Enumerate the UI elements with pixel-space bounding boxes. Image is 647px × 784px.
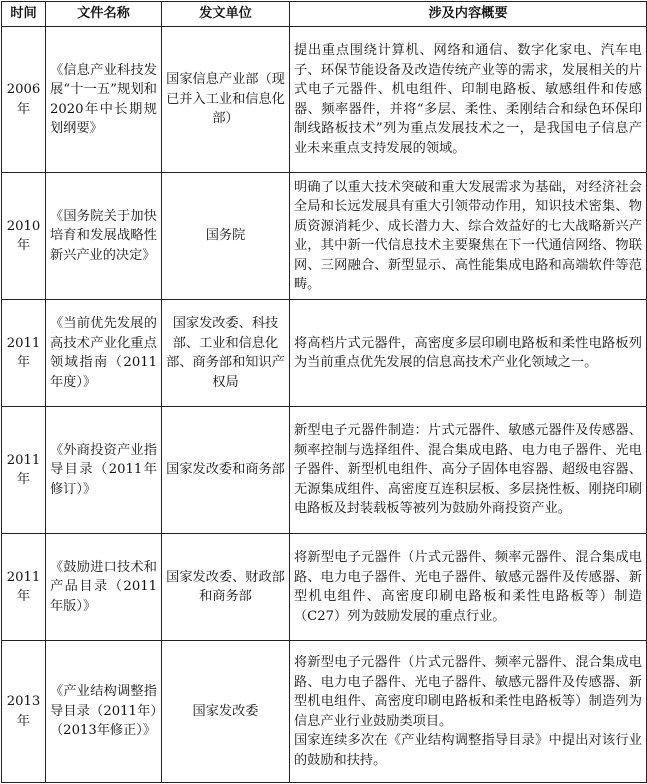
row-summary	[290, 173, 647, 300]
row-summary	[290, 641, 647, 783]
row-year: 2011年	[2, 534, 46, 641]
summary-paragraph: 将新型电子元器件（片式元器件、频率元器件、混合集成电路、电力电子器件、光电子器件、敏感元器件及传感器、新型机电组件、高密度印刷电路板和柔性电路板等）制造列为信息产业行业鼓励类项目。	[294, 655, 642, 729]
summary-paragraph: 国家连续多次在《产业结构调整指导目录》中提出对该行业的鼓励和扶持。	[294, 733, 642, 768]
row-summary	[290, 27, 647, 173]
table-header	[2, 2, 647, 27]
row-year: 2011年	[2, 407, 46, 534]
header-row	[2, 2, 647, 27]
row-issuer: 国家发改委	[162, 641, 290, 783]
row-year: 2006年	[2, 27, 46, 173]
table-row	[2, 300, 647, 407]
row-year: 2013年	[2, 641, 46, 783]
row-document-title: 《信息产业科技发展“十一五”规划和2020年中长期规划纲要》	[46, 27, 162, 173]
row-summary	[290, 407, 647, 534]
table-row	[2, 641, 647, 783]
table-row	[2, 534, 647, 641]
policy-table	[1, 1, 647, 783]
table-row	[2, 173, 647, 300]
header-time: 时间	[2, 2, 46, 27]
header-issuer: 发文单位	[162, 2, 290, 27]
table-row	[2, 407, 647, 534]
row-issuer: 国家发改委、财政部和商务部	[162, 534, 290, 641]
row-issuer: 国家发改委和商务部	[162, 407, 290, 534]
row-document-title: 《产业结构调整指导目录（2011年）（2013年修正）》	[46, 641, 162, 783]
row-document-title: 《当前优先发展的高技术产业化重点领域指南（2011年度）》	[46, 300, 162, 407]
header-document-name: 文件名称	[46, 2, 162, 27]
table-body	[2, 27, 647, 783]
row-summary	[290, 534, 647, 641]
summary-paragraph: 将高档片式元器件，高密度多层印刷电路板和柔性电路板列为当前重点优先发展的信息高技术产业化领域之一。	[294, 335, 642, 370]
summary-paragraph: 提出重点围绕计算机、网络和通信、数字化家电、汽车电子、环保节能设备及改造传统产业等的需求，发展相关的片式电子元器件、机电组件、印制电路板、敏感组件和传感器、频率器件，并将“多层、柔性、柔刚结合和绿色环保印制线路板技术”列为重点发展技术之一，是我国电子信息产业未来重点支持发展的领域。	[294, 43, 642, 156]
row-issuer: 国家发改委、科技部、工业和信息化部、商务部和知识产权局	[162, 300, 290, 407]
row-issuer: 国务院	[162, 173, 290, 300]
row-issuer: 国家信息产业部（现已并入工业和信息化部）	[162, 27, 290, 173]
summary-paragraph: 明确了以重大技术突破和重大发展需求为基础，对经济社会全局和长远发展具有重大引领带动作用，知识技术密集、物质资源消耗少、成长潜力大、综合效益好的七大战略新兴产业，其中新一代信息技术主要聚焦在下一代通信网络、物联网、三网融合、新型显示、高性能集成电路和高端软件等范畴。	[294, 179, 642, 292]
row-document-title: 《外商投资产业指导目录（2011年修订）》	[46, 407, 162, 534]
table-row	[2, 27, 647, 173]
summary-paragraph: 新型电子元器件制造：片式元器件、敏感元器件及传感器、频率控制与选择组件、混合集成电路、电力电子器件、光电子器件、新型机电组件、高分子固体电容器、超级电容器、无源集成组件、高密度互连积层板、多层挠性板、刚挠印刷电路板及封装载板等被列为鼓励外商投资产业。	[294, 423, 642, 517]
row-summary	[290, 300, 647, 407]
row-document-title: 《鼓励进口技术和产品目录（2011年版）》	[46, 534, 162, 641]
header-summary: 涉及内容概要	[290, 2, 647, 27]
row-year: 2011年	[2, 300, 46, 407]
summary-paragraph: 将新型电子元器件（片式元器件、频率元器件、混合集成电路、电力电子器件、光电子器件、敏感元器件及传感器、新型机电组件、高密度印刷电路板和柔性电路板等）制造（C27）列为鼓励发展的重点行业。	[294, 550, 642, 624]
row-year: 2010年	[2, 173, 46, 300]
row-document-title: 《国务院关于加快培育和发展战略性新兴产业的决定》	[46, 173, 162, 300]
